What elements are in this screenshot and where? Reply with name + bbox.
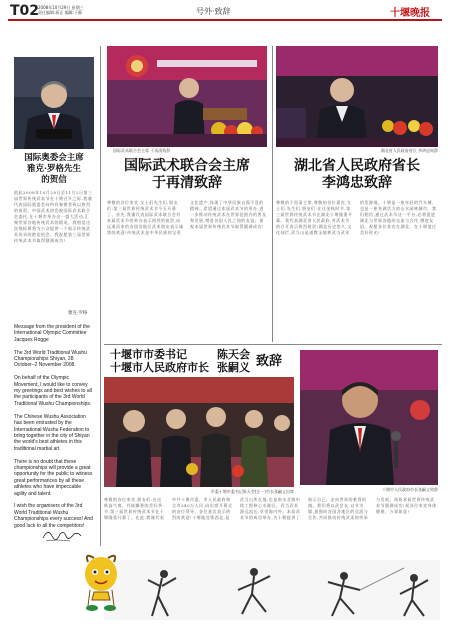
column-divider bbox=[100, 46, 101, 546]
issue-date bbox=[38, 5, 84, 15]
header-rule bbox=[8, 19, 442, 21]
hubei-headline-line2: 李鸿忠致辞 bbox=[322, 175, 392, 191]
rogge-signature-cn: 雅克·罗格 bbox=[68, 311, 88, 316]
wushu-body: 尊敬的各位来宾,女士们先生们,朋友们:第三届世界传统武术节今天开幕了。首先,我谨代表国际武术联合会对本届武术节的举办表示热烈的祝贺,向远道而来的各国各地区武术朋友表示诚挚的欢迎!传统武术是中华民族的宝贵文化遗产,体现了中华民族自强不息的精神。希望通过本届武术节的举办,进一步推动传统武术在世界范围内的普及和发展,增进各国人民之间的友谊。预祝本届世界传统武术节取得圆满成功! bbox=[107, 200, 267, 235]
mascot-illustration bbox=[80, 550, 122, 612]
wushu-headline bbox=[107, 158, 267, 192]
wushu-president-photo bbox=[107, 46, 267, 147]
shiyan-headline-block bbox=[110, 348, 300, 374]
rogge-headline-line2: 雅克·罗格先生 bbox=[27, 164, 81, 174]
column-divider-2 bbox=[272, 46, 273, 342]
shiyan-headline-secretary-title: 十堰市市委书记 bbox=[110, 348, 187, 361]
rogge-photo bbox=[14, 57, 94, 149]
rogge-headline-line3: 的贺信 bbox=[41, 175, 67, 185]
rogge-body-cn: 值此2008年10月28日至11月2日第三届世界传统武术节在十堰召开之际,我谨代表国际奥委会向所有参赛者致以热烈的祝贺。中国武术协会被国际武术联合会委托,在十堰市举办这一盛大活动,汇聚世界各地传统武术的精英。我相信这次锦标赛将为公众提供一个展示传统武术风采的绝佳机会。我祝愿第三届世界传统武术节取得圆满成功! bbox=[14, 190, 93, 243]
hubei-headline-line1: 湖北省人民政府省长 bbox=[294, 158, 420, 174]
page-number: T02 bbox=[10, 3, 40, 19]
shiyan-headline bbox=[110, 348, 300, 374]
section-title: 号外·致辞 bbox=[196, 7, 231, 16]
wushu-headline-line1: 国际武术联合会主席 bbox=[124, 158, 250, 174]
officials-banquet-photo bbox=[104, 377, 294, 487]
shiyan-headline-secretary-name: 陈天会 bbox=[217, 348, 250, 361]
shiyan-headline-names bbox=[217, 348, 250, 374]
mayor-zhang-photo bbox=[300, 350, 438, 485]
banquet-photo-caption: 市委十堰市委书记陈天会(左一)市长张嗣义出席 bbox=[210, 489, 294, 494]
zhang-photo-caption: 十堰市人民政府市长张嗣义致辞 bbox=[382, 487, 438, 492]
rogge-signature bbox=[40, 524, 84, 546]
shiyan-headline-mayor-name: 张嗣义 bbox=[217, 361, 250, 374]
rogge-headline bbox=[14, 153, 94, 186]
section-divider bbox=[104, 344, 442, 345]
shiyan-headline-mayor-title: 十堰市人民政府市长 bbox=[110, 361, 209, 374]
hubei-body: 尊敬的于再清主席,尊敬的各位嘉宾,女士们,先生们,朋友们:在这金秋时节,第三届世界传统武术节在湖北十堰隆重开幕。我代表湖北省人民政府,对武术节的召开表示热烈祝贺!湖北历史悠久,文化灿烂,武当山是道教圣地和武当武术的发源地。十堰是一座年轻的汽车城,也是一座充满活力的山水园林城市。我们相信,通过武术节这一平台,必将促进湖北与世界各地的交流与合作,增进友谊。祝愿各位来宾在湖北、在十堰度过美好时光! bbox=[276, 200, 437, 235]
newspaper-logo: 十堰晚报 bbox=[390, 8, 430, 19]
issue-date-line2: 责任编辑:蒋正 编辑:于静 bbox=[38, 10, 82, 15]
wushu-photo-caption: 国际武术联合会主席 于再清致辞 bbox=[113, 148, 171, 153]
hubei-headline bbox=[276, 158, 438, 192]
rogge-english-message: Message from the president of the International Olympic Committee Jacques Rogge The 3rd World Traditional Wushu Championships Shiyan, 28 October–2 November 2008. On behalf of the Olympic Movement, I would like to convey my greetings and best wishes to all the participants of the 3rd World Traditional Wushu Championships. The Chinese Wushu Association has been entrusted by the International Wushu Federation to bring together in the city of Shiyan the world's best athletes in this traditional martial art. There is no doubt that these championships will provide a great opportunity for the public to witness great performances by all these athletes who have impeccable agility and talent. I wish the organisers of the 3rd World Traditional Wushu Championships every success! And good luck to all the competitors! bbox=[14, 324, 93, 529]
wushu-performers-illustration bbox=[104, 560, 440, 620]
shiyan-body: 尊敬的各位来宾,朋友们:在这秋高气爽、丹桂飘香的美好季节,第三届世界传统武术节在十堰隆重开幕了。在此,我谨代表中共十堰市委、市人民政府和全市340万人民,向出席开幕式的各位领导、各位嘉宾表示热烈的欢迎!十堰地处鄂西北,是武当山所在地,也是南水北调中线工程核心水源区。武当武术源远流长,享誉海内外。本届武术节的成功举办,为十堰提供了展示自己、走向世界的难得机遇。我们将以武会友,以节为媒,加强同各国各地区的交流与合作,共同推动传统武术的传承与发展。预祝本届世界传统武术节圆满成功!祝各位来宾身体健康、万事如意! bbox=[104, 497, 437, 520]
hubei-photo-caption: 湖北省人民政府省长 李鸿忠致辞 bbox=[380, 148, 438, 153]
shiyan-headline-suffix: 致辞 bbox=[256, 353, 283, 369]
hubei-governor-photo bbox=[276, 46, 438, 147]
rogge-headline-line1: 国际奥委会主席 bbox=[24, 153, 84, 163]
shiyan-headline-left bbox=[110, 348, 209, 374]
issue-date-line1: 2008年10月29日 星期三 bbox=[38, 5, 84, 10]
wushu-headline-line2: 于再清致辞 bbox=[152, 175, 222, 191]
